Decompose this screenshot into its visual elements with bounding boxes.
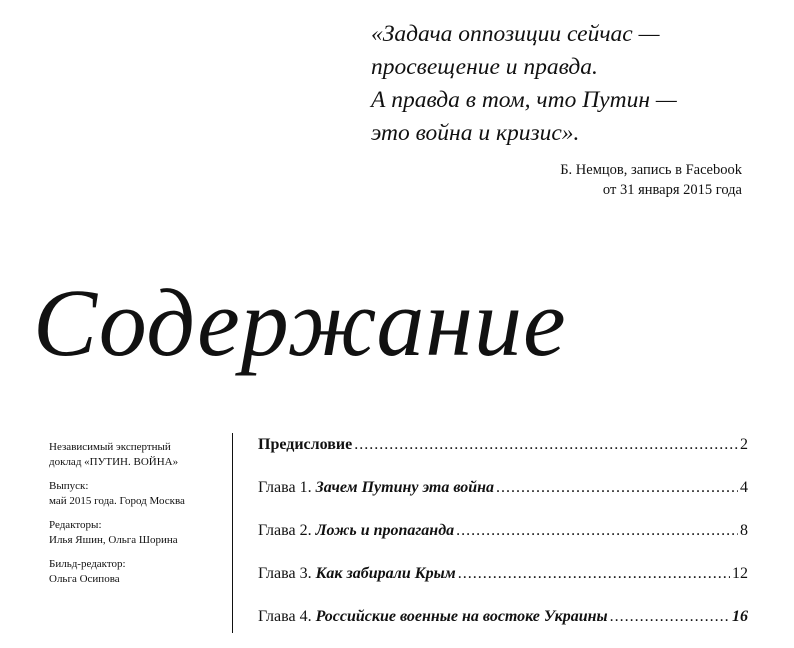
imprint-label: Бильд-редактор:	[49, 558, 126, 570]
toc-entry-preface[interactable]	[258, 433, 748, 476]
column-divider	[232, 433, 233, 633]
toc-page-number: 16	[732, 608, 748, 625]
toc-page-number: 8	[740, 522, 748, 539]
toc-chapter-prefix: Глава 4.	[258, 608, 316, 625]
imprint-issue	[49, 479, 219, 509]
attribution-author: Б. Немцов, запись в Facebook	[560, 162, 742, 178]
imprint-report	[49, 440, 219, 470]
imprint-label: Редакторы:	[49, 519, 102, 531]
toc-chapter-prefix: Глава 1.	[258, 479, 316, 496]
quote-attribution	[560, 160, 742, 200]
imprint-text: Ольга Осипова	[49, 573, 120, 585]
toc-page-number: 2	[740, 436, 748, 453]
toc-entry-label	[258, 562, 456, 586]
toc-leader	[456, 519, 738, 543]
toc-entry-chapter-4[interactable]	[258, 605, 748, 648]
quote-line: «Задача оппозиции сейчас —	[371, 21, 660, 47]
imprint-label: Выпуск:	[49, 480, 89, 492]
toc-page-number: 12	[732, 565, 748, 582]
toc-entry-label	[258, 605, 608, 629]
toc-entry-label	[258, 476, 494, 500]
imprint-text: май 2015 года. Город Москва	[49, 495, 185, 507]
toc-leader	[354, 433, 738, 457]
table-of-contents	[258, 433, 748, 648]
toc-entry-title: Предисловие	[258, 436, 353, 453]
toc-entry-chapter-1[interactable]	[258, 476, 748, 519]
quote-line: А правда в том, что Путин —	[371, 87, 677, 113]
toc-entry-chapter-2[interactable]	[258, 519, 748, 562]
toc-entry-title: Зачем Путину эта война	[315, 479, 495, 496]
toc-entry-chapter-3[interactable]	[258, 562, 748, 605]
imprint-text: доклад «ПУТИН. ВОЙНА»	[49, 456, 179, 468]
attribution-date: от 31 января 2015 года	[602, 182, 742, 198]
toc-chapter-prefix: Глава 2.	[258, 522, 316, 539]
toc-leader	[610, 605, 730, 629]
page-title: Содержание	[33, 269, 567, 376]
epigraph-quote	[371, 18, 771, 150]
imprint-text: Илья Яшин, Ольга Шорина	[49, 534, 178, 546]
toc-leader	[496, 476, 738, 500]
imprint-editors	[49, 518, 219, 548]
toc-page-number: 4	[740, 479, 748, 496]
toc-entry-label	[258, 519, 454, 543]
imprint-text: Независимый экспертный	[49, 441, 171, 453]
toc-entry-title: Как забирали Крым	[315, 565, 456, 582]
imprint-column	[49, 440, 219, 596]
toc-chapter-prefix: Глава 3.	[258, 565, 316, 582]
imprint-photo-editor	[49, 557, 219, 587]
toc-entry-title: Ложь и пропаганда	[315, 522, 455, 539]
quote-line: это война и кризис».	[371, 120, 580, 146]
quote-line: просвещение и правда.	[371, 54, 598, 80]
toc-entry-title: Российские военные на востоке Украины	[315, 608, 608, 625]
toc-leader	[458, 562, 730, 586]
